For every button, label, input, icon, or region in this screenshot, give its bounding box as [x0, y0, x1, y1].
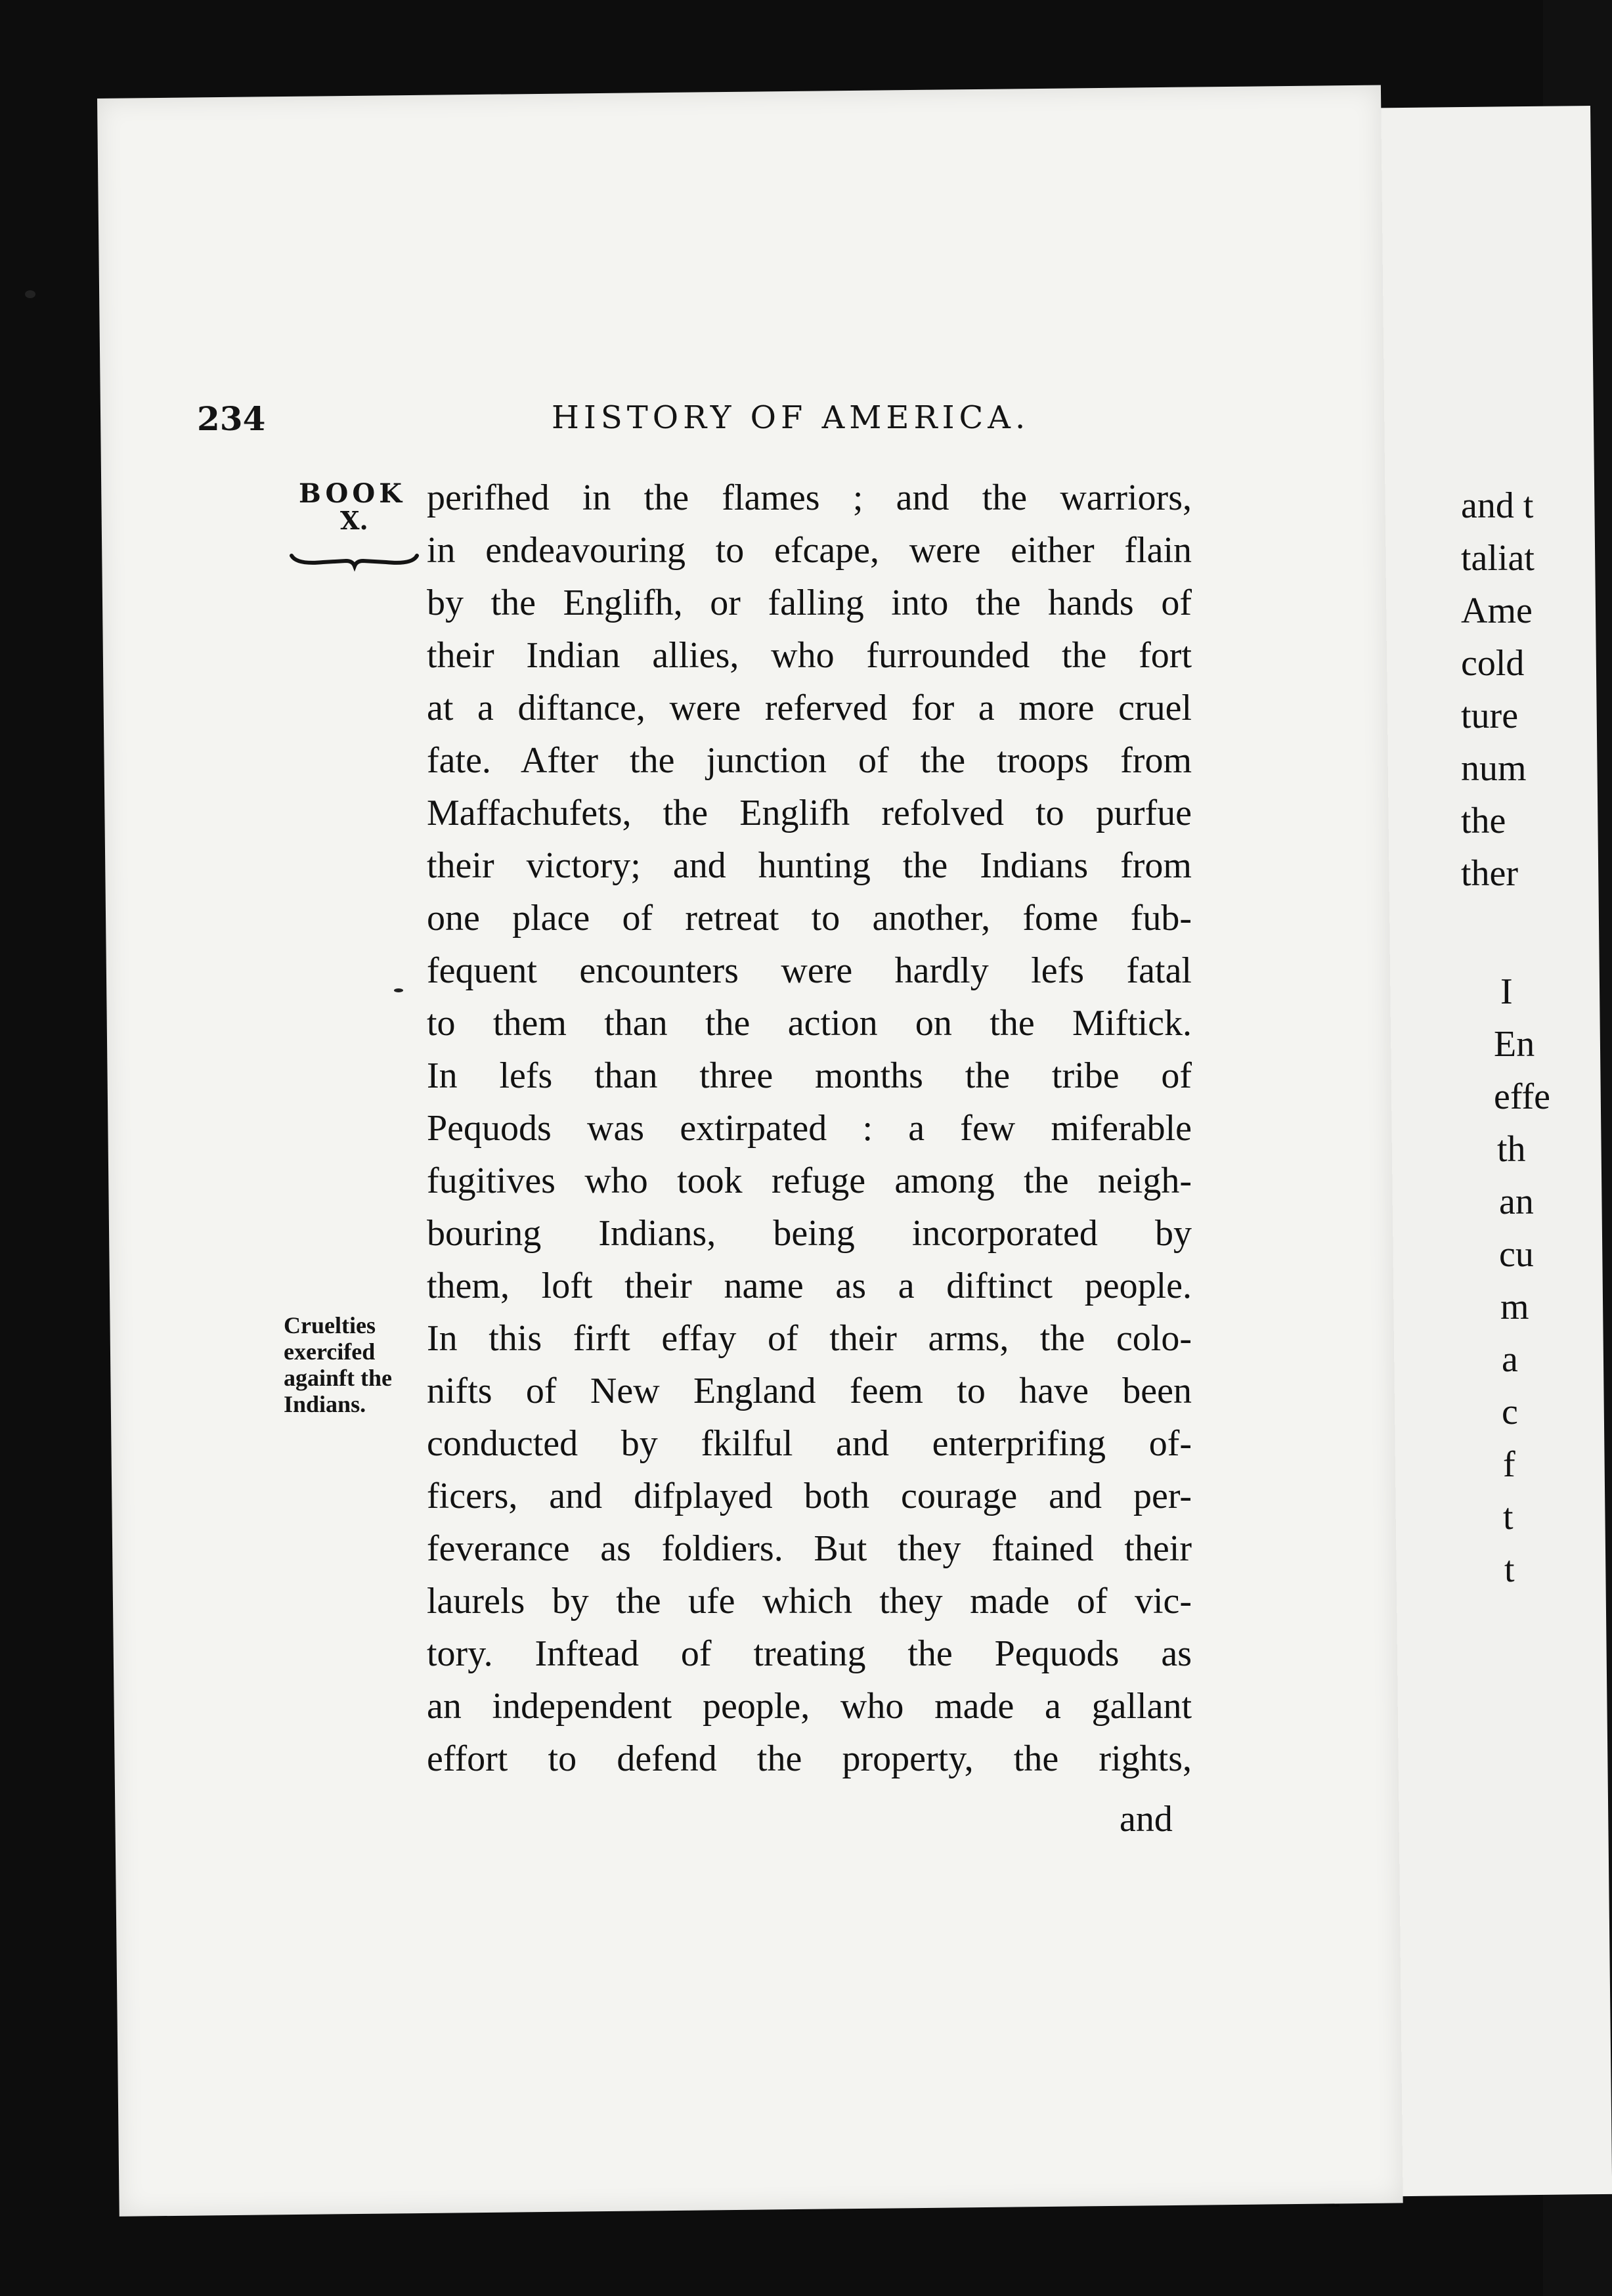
text-line: fequent encounters were hardly lefs fatal — [427, 950, 1192, 991]
facing-page-fragment: and t — [1461, 485, 1534, 526]
text-line: by the Englifh, or falling into the hands of — [427, 583, 1192, 623]
book-number: X. — [340, 506, 368, 535]
paragraph-gap — [1461, 900, 1543, 965]
marginal-note-line: exercifed — [284, 1338, 376, 1365]
text-line: fugitives who took refuge among the neigh- — [427, 1160, 1192, 1201]
text-line: Pequods was extirpated : a few miferable — [427, 1108, 1192, 1149]
text-line: at a diftance, were referved for a more cruel — [427, 688, 1192, 728]
marginal-note — [284, 1312, 425, 1417]
facing-page-fragment: cu — [1499, 1234, 1534, 1275]
facing-page-fragment: En — [1494, 1024, 1535, 1065]
facing-page-text — [1461, 479, 1550, 1596]
text-line: their Indian allies, who furrounded the fort — [427, 635, 1192, 676]
facing-page-fragment: t — [1503, 1497, 1514, 1537]
facing-page-fragment: ture — [1461, 695, 1519, 736]
facing-page-fragment: th — [1497, 1129, 1526, 1170]
text-line: one place of retreat to another, fome fub- — [427, 898, 1192, 938]
marginal-note-line: againft the — [284, 1365, 392, 1391]
facing-page-fragment: ther — [1461, 853, 1519, 894]
facing-page-fragment: t — [1504, 1549, 1515, 1590]
text-line: ficers, and difplayed both courage and per- — [427, 1476, 1192, 1516]
text-line: to them than the action on the Miftick. — [427, 1003, 1192, 1044]
text-line: fate. After the junction of the troops from — [427, 740, 1192, 781]
text-line: In this firft effay of their arms, the colo- — [427, 1318, 1192, 1359]
book-label: BOOK — [299, 478, 406, 509]
facing-page-fragment: an — [1499, 1181, 1534, 1222]
text-line: conducted by fkilful and enterprifing of- — [427, 1423, 1192, 1464]
facing-page-fragment: m — [1500, 1287, 1529, 1327]
marginal-note-line: Indians. — [284, 1391, 366, 1417]
facing-page-fragment: c — [1502, 1392, 1518, 1432]
running-head: HISTORY OF AMERICA. — [552, 399, 1030, 436]
text-line: them, loft their name as a diftinct people. — [427, 1266, 1192, 1306]
text-line: perifhed in the flames ; and the warriors, — [427, 477, 1192, 518]
text-line: laurels by the ufe which they made of vic- — [427, 1581, 1192, 1622]
text-line: tory. Inftead of treating the Pequods as — [427, 1633, 1192, 1674]
facing-page-fragment: cold — [1461, 643, 1525, 684]
brace-ornament — [290, 539, 418, 567]
text-line: nifts of New England feem to have been — [427, 1371, 1192, 1411]
text-line: feverance as foldiers. But they ftained their — [427, 1528, 1192, 1569]
text-line: an independent people, who made a gallant — [427, 1686, 1192, 1727]
body-text — [427, 472, 1192, 1785]
facing-page-fragment: the — [1461, 801, 1506, 841]
ink-speck — [25, 290, 35, 298]
marginal-note-line: Cruelties — [284, 1312, 376, 1338]
facing-page-fragment: num — [1461, 748, 1527, 789]
text-line: their victory; and hunting the Indians from — [427, 845, 1192, 886]
facing-page-fragment: a — [1502, 1339, 1518, 1380]
text-line: Maffachufets, the Englifh refolved to purfue — [427, 793, 1192, 833]
facing-page-fragment: Ame — [1461, 590, 1533, 631]
page-header — [197, 399, 1103, 445]
facing-page-fragment: I — [1500, 971, 1513, 1012]
text-line: in endeavouring to efcape, were either flain — [427, 530, 1192, 571]
text-line: In lefs than three months the tribe of — [427, 1055, 1192, 1096]
facing-page-fragment: f — [1503, 1444, 1515, 1485]
page-number: 234 — [197, 399, 266, 438]
catchword: and — [1120, 1799, 1173, 1840]
ink-speck — [394, 988, 403, 992]
text-line: effort to defend the property, the rights, — [427, 1738, 1192, 1779]
text-line: bouring Indians, being incorporated by — [427, 1213, 1192, 1254]
facing-page-fragment: effe — [1494, 1076, 1550, 1117]
facing-page-fragment: taliat — [1461, 538, 1535, 579]
